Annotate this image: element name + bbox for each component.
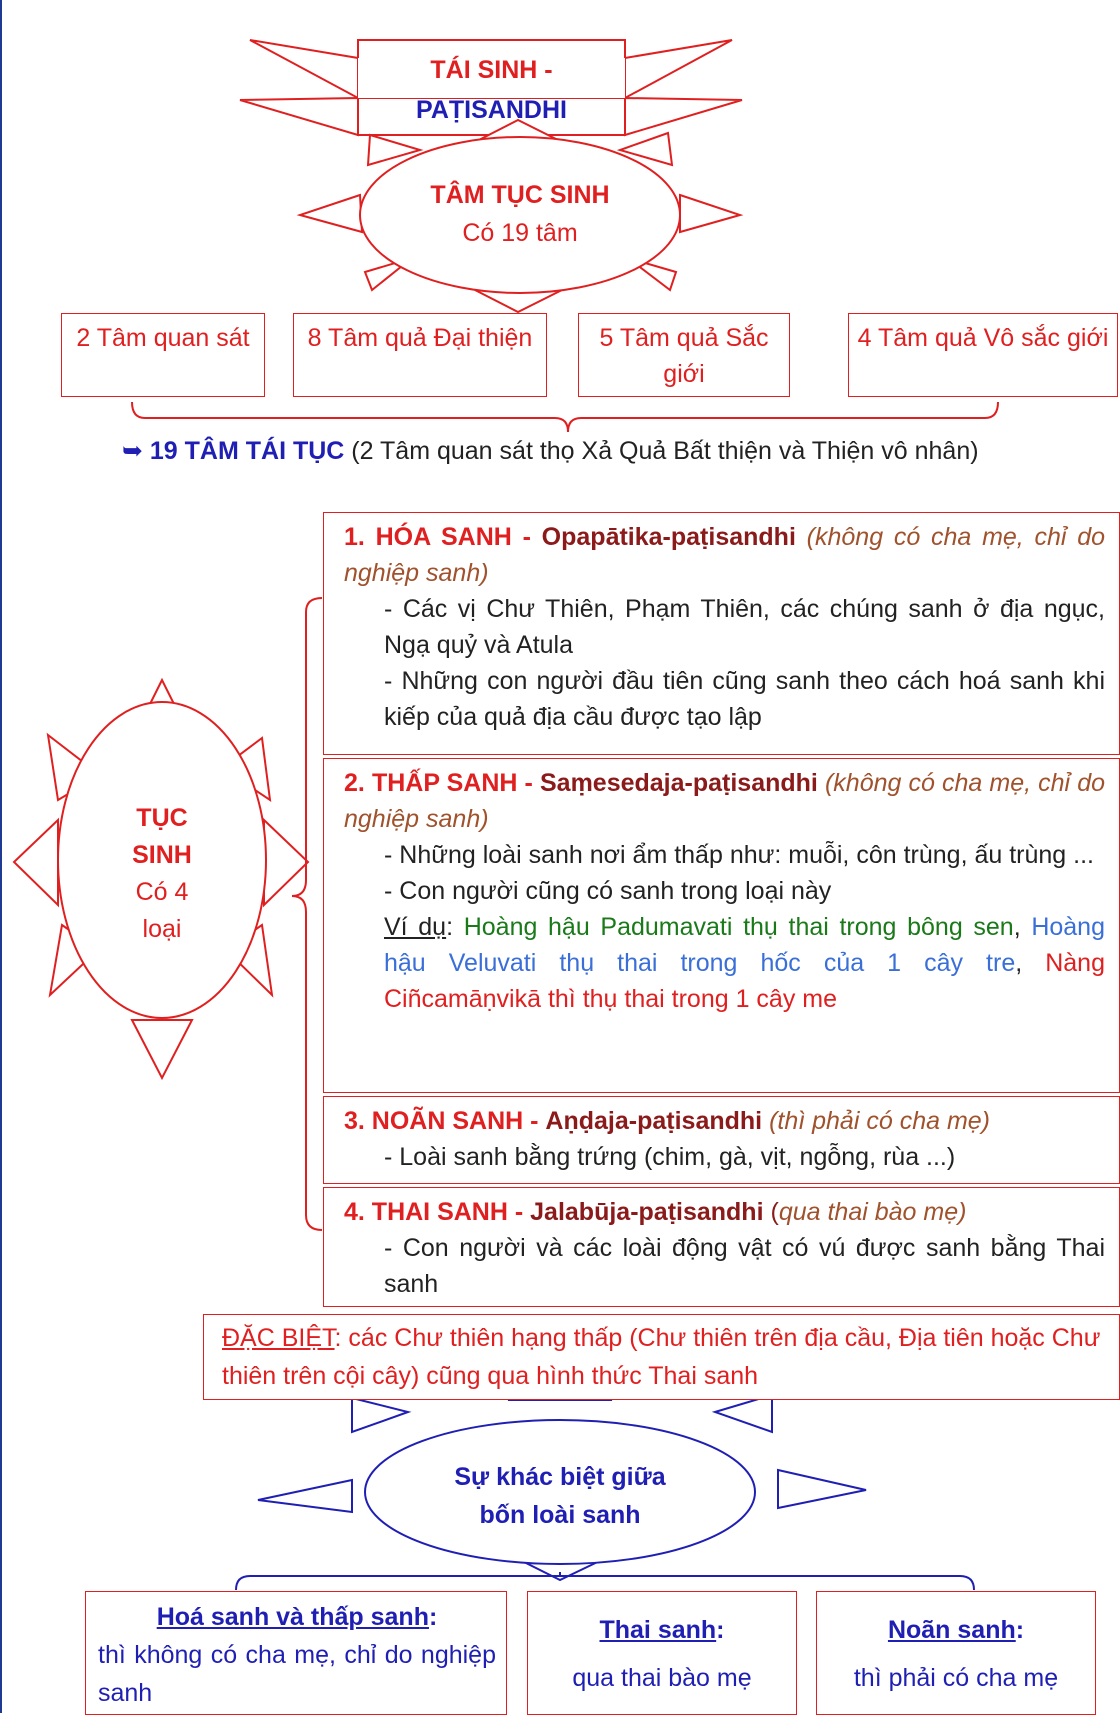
section-noan-sanh: 3. NOÃN SANH - Aṇḍaja-paṭisandhi (thì phải có cha mẹ) - Loài sanh bằng trứng (chim, gà, vịt, ngỗng, rùa ...) <box>323 1096 1120 1184</box>
summary-bold: 19 TÂM TÁI TỤC <box>149 437 345 465</box>
sections-brace <box>292 598 322 1230</box>
title <box>358 50 625 124</box>
title-part1: TÁI SINH - <box>430 56 553 84</box>
tam-tuc-sinh-sub: Có 19 tâm <box>462 219 578 247</box>
tuc-sinh-label: TỤC SINH Có 4 loại <box>132 804 192 943</box>
category-box-vo-sac-gioi: 4 Tâm quả Vô sắc giới <box>848 313 1118 397</box>
summary-text <box>122 432 1052 470</box>
bottom-bracket <box>236 1572 974 1590</box>
difference-label: Sự khác biệt giữa bốn loài sanh <box>454 1463 666 1529</box>
section-thai-sanh: 4. THAI SANH - Jalabūja-paṭisandhi (qua thai bào mẹ) - Con người và các loài động vật có vú được sanh bằng Thai sanh <box>323 1187 1120 1307</box>
category-bracket <box>132 402 998 432</box>
summary-rest: (2 Tâm quan sát thọ Xả Quả Bất thiện và Thiện vô nhân) <box>344 437 979 465</box>
section-thap-sanh: 2. THẤP SANH - Saṃesedaja-paṭisandhi (không có cha mẹ, chỉ do nghiệp sanh) - Những loài sanh nơi ẩm thấp như: muỗi, côn trùng, ấu trùng ... - Con người cũng có sanh trong loại này Ví dụ: Hoàng hậu Padumavati thụ thai trong bông sen, Hoàng hậu Veluvati thụ thai trong hốc của 1 cây tre, Nàng Ciñcamāṇvikā thì thụ thai trong 1 cây me <box>323 758 1120 1093</box>
title-part2: PAṬISANDHI <box>416 96 567 124</box>
tam-tuc-sinh-label <box>400 176 640 252</box>
section-hoa-sanh: 1. HÓA SANH - Opapātika-paṭisandhi (không có cha mẹ, chỉ do nghiệp sanh) - Các vị Chư Thiên, Phạm Thiên, các chúng sanh ở địa ngục, Ngạ quỷ và Atula - Những con người đầu tiên cũng sanh theo cách hoá sanh khi kiếp của quả địa cầu được tạo lập <box>323 512 1120 755</box>
bottom-box-noan-sanh: Noãn sanh: thì phải có cha mẹ <box>816 1591 1096 1715</box>
category-box-quan-sat: 2 Tâm quan sát <box>61 313 265 397</box>
category-box-sac-gioi: 5 Tâm quả Sắc giới <box>578 313 790 397</box>
tam-tuc-sinh-heading: TÂM TỤC SINH <box>430 181 610 209</box>
bottom-box-hoa-thap: Hoá sanh và thấp sanh: thì không có cha mẹ, chỉ do nghiệp sanh <box>85 1591 507 1715</box>
category-box-dai-thien: 8 Tâm quả Đại thiện <box>293 313 547 397</box>
special-note: ĐẶC BIỆT: các Chư thiên hạng thấp (Chư thiên trên địa cầu, Địa tiên hoặc Chư thiên trên cội cây) cũng qua hình thức Thai sanh <box>203 1314 1120 1400</box>
arrow-icon: ➥ <box>122 437 143 465</box>
bottom-box-thai-sanh: Thai sanh: qua thai bào mẹ <box>527 1591 797 1715</box>
